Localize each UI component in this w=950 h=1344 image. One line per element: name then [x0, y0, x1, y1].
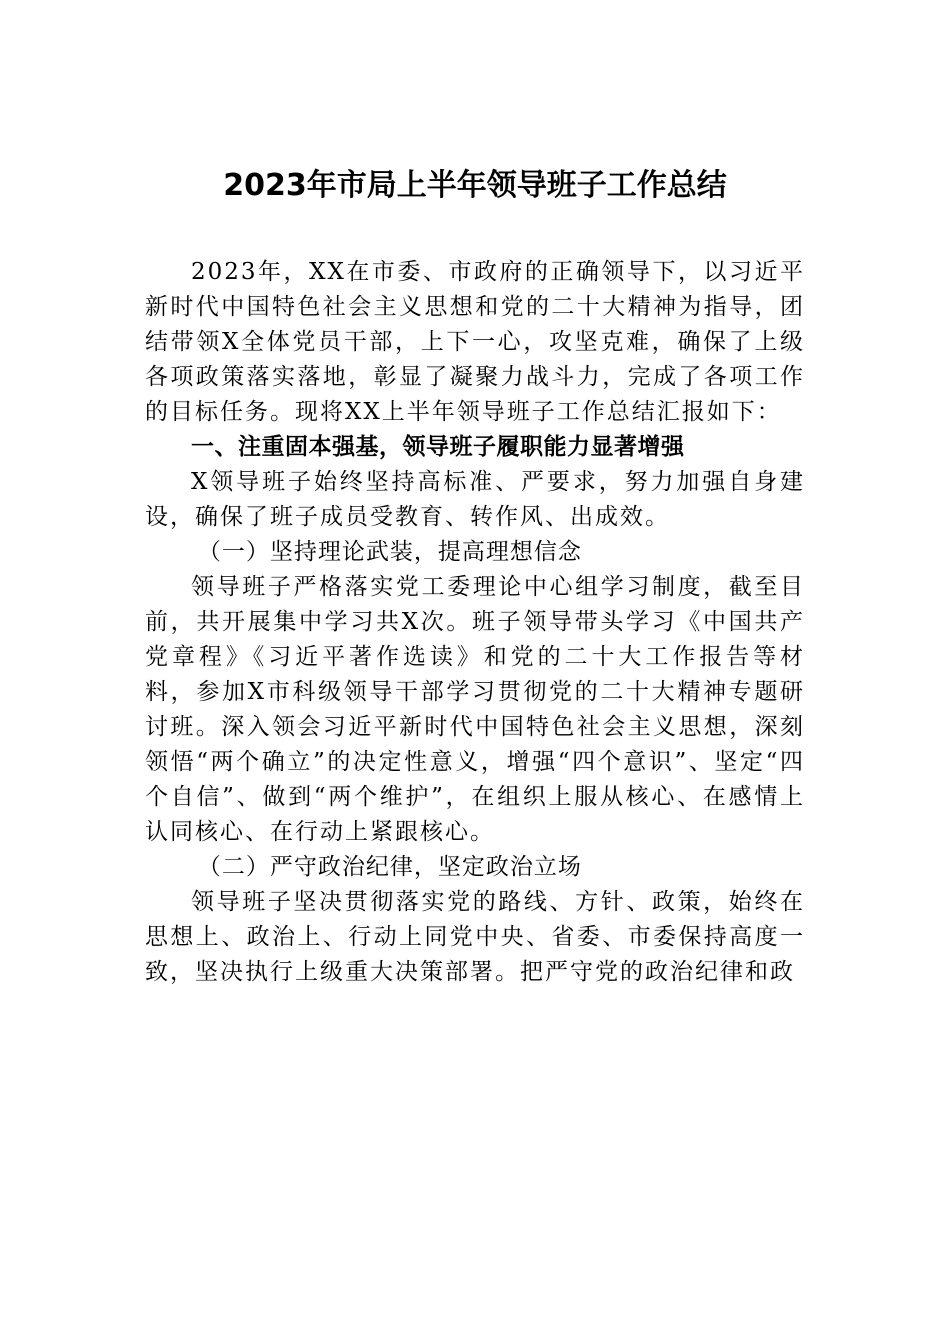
subsection-heading-1: （一）坚持理论武装，提高理想信念 — [197, 539, 582, 565]
section-heading-1: 一、注重固本强基，领导班子履职能力显著增强 — [191, 434, 685, 460]
paragraph-intro: 2023年，XX在市委、市政府的正确领导下，以习近平新时代中国特色社会主义思想和党的二十大精神为指导，团结带领X全体党员干部，上下一心，攻坚克难，确保了上级各项政策落实落地，彰显了凝聚力战斗力，完成了各项工作的目标任务。现将XX上半年领导班子工作总结汇报如下： — [145, 259, 805, 425]
paragraph-subsection-1: 领导班子严格落实党工委理论中心组学习制度，截至目前，共开展集中学习共X次。班子领导带头学习《中国共产党章程》《习近平著作选读》和党的二十大工作报告等材料，参加X市科级领导干部学习贯彻党的二十大精神专题研讨班。深入领会习近平新时代中国特色社会主义思想，深刻领悟“两个确立”的决定性意义，增强“四个意识”、坚定“四个自信”、做到“两个维护”，在组织上服从核心、在感情上认同核心、在行动上紧跟核心。 — [145, 574, 805, 845]
document-body — [145, 255, 805, 990]
paragraph-section-1: X领导班子始终坚持高标准、严要求，努力加强自身建设，确保了班子成员受教育、转作风、出成效。 — [145, 469, 805, 530]
paragraph-subsection-2: 领导班子坚决贯彻落实党的路线、方针、政策，始终在思想上、政治上、行动上同党中央、省委、市委保持高度一致，坚决执行上级重大决策部署。把严守党的政治纪律和政 — [145, 889, 805, 985]
subsection-heading-2: （二）严守政治纪律，坚定政治立场 — [197, 854, 582, 880]
document-title: 2023年市局上半年领导班子工作总结 — [223, 168, 727, 203]
